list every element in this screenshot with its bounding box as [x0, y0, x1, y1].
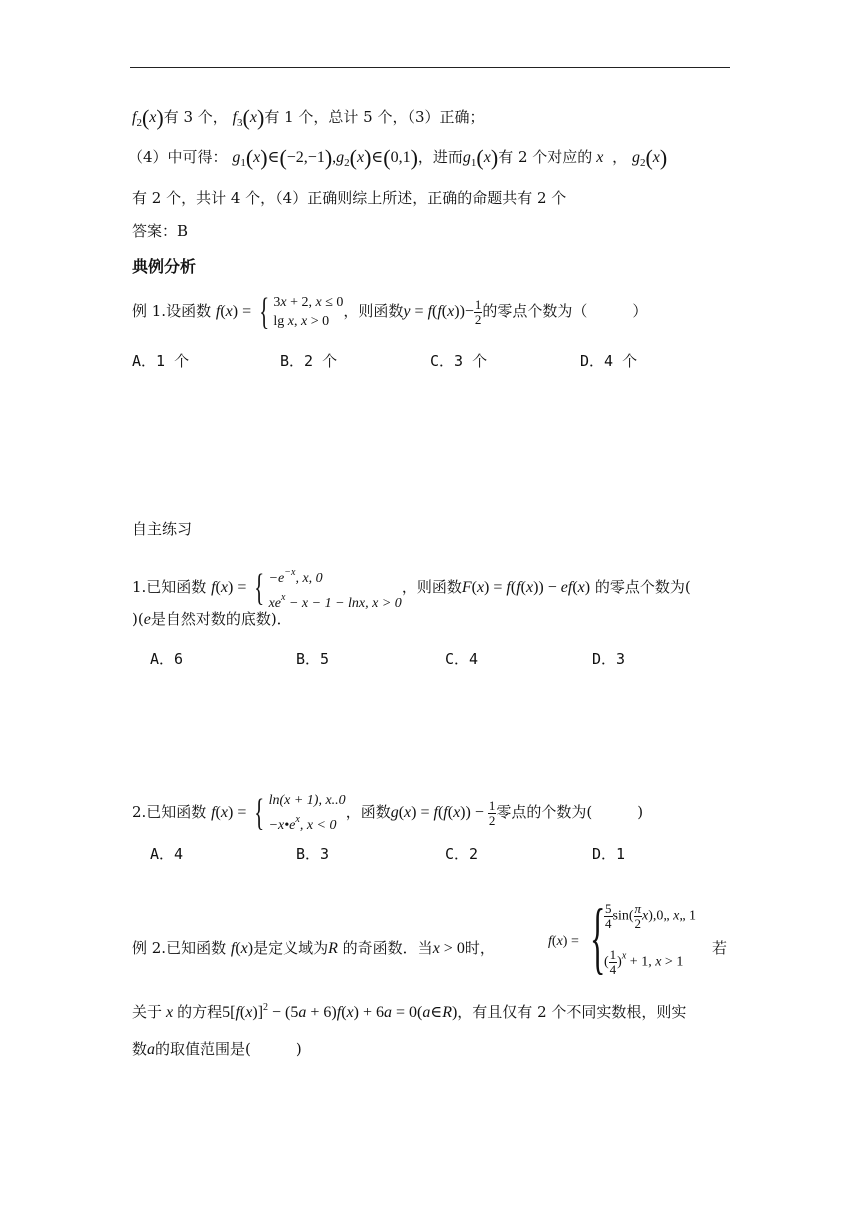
option-d: D．4 个 — [580, 352, 638, 370]
option-b: B．3 — [296, 845, 330, 863]
text-segment: )( — [132, 610, 144, 628]
question-1-cont: )(e是自然对数的底数)． — [132, 610, 292, 628]
option-b: B．5 — [296, 650, 330, 668]
example-2: 例 2.已知函数 f(x)是定义域为R 的奇函数．当x > 0时， — [132, 939, 495, 957]
option-d: D．3 — [592, 650, 626, 668]
text-segment: ，则函数 — [343, 302, 404, 320]
text-segment: （4）中可得： — [128, 148, 228, 166]
text-segment: ，函数 — [345, 803, 391, 821]
example-2-line-2: 关于 x 的方程$5[f(x)]^2 - (5a + 6)f(x) + 6a$ = 0(a∈R)，有且仅有 2 个不同实数根，则实 — [132, 1002, 687, 1021]
text-line-3: 有 2 个，共计 4 个，（4）正确则综上所述，正确的命题共有 2 个 — [132, 189, 567, 207]
answer-line: 答案：B — [132, 222, 189, 240]
text-segment: 零点的个数为( ) — [496, 803, 644, 821]
question-1: 1.已知函数 f(x) = { $-e^{-x}$, x, 0 $xe^x - x - 1 - \ln x$, x > 0 ，则函数F(x) = f(f(x)) − ef(x) 的零点个数为( — [132, 563, 691, 613]
text-segment: 时， — [464, 939, 495, 957]
option-a: A．6 — [150, 650, 184, 668]
text-segment: 是定义域为 — [253, 939, 329, 957]
text-segment: 的方程 — [177, 1003, 223, 1021]
self-practice-heading: 自主练习 — [132, 520, 193, 538]
text-segment: 关于 — [132, 1003, 163, 1021]
text-segment: 若 — [712, 939, 728, 957]
section-title: 典例分析 — [132, 257, 197, 276]
text-segment: 例 2.已知函数 — [132, 939, 227, 957]
fraction: $\frac{1}{2}$ — [474, 296, 482, 327]
text-line-2: （4）中可得： $g_1(x)\in(-2,-1),g_2(x)\in(0,1)$，进而$g_1(x)$有 2 个对应的 x ， $g_2(x)$ — [128, 145, 668, 170]
option-d: D．1 — [592, 845, 626, 863]
text-segment: 有 3 个， — [163, 108, 228, 126]
text-segment: 的取值范围是( ) — [155, 1040, 302, 1058]
text-segment: 的奇函数．当 — [342, 939, 433, 957]
text-segment: ， — [612, 148, 628, 166]
piecewise-cases: $-e^{-x}$, x, 0 $xe^x - x - 1 - \ln x$, x > 0 — [268, 567, 402, 611]
option-c: C．2 — [445, 845, 479, 863]
option-a: A．1 个 — [132, 352, 190, 370]
question-2: 2.已知函数 f(x) = { ln(x + 1), x..0 $-x•e^x$, x < 0 ，函数g(x) = f(f(x)) − $\frac{1}{2}$ 零点的个数为( ) — [132, 792, 644, 834]
text-segment: 数 — [132, 1040, 148, 1058]
text-segment: 例 1.设函数 — [132, 302, 212, 320]
text-segment: ，有且仅有 2 个不同实数根，则实 — [457, 1003, 687, 1021]
piecewise-cases: ln(x + 1), x..0 $-x•e^x$, x < 0 — [268, 793, 346, 833]
text-segment: ，则函数 — [401, 578, 462, 596]
option-c: C．3 个 — [430, 352, 488, 370]
option-a: A．4 — [150, 845, 184, 863]
option-b: B．2 个 — [280, 352, 338, 370]
text-segment: 2.已知函数 — [132, 803, 207, 821]
example-1: 例 1.设函数 f(x) = { 3x + 2, x ≤ 0 lg x, x > 0 ，则函数y = f(f(x))− $\frac{1}{2}$ 的零点个数为（ ） — [132, 291, 648, 333]
option-c: C．4 — [445, 650, 479, 668]
example-2-line-3: 数a的取值范围是( ) — [132, 1040, 302, 1058]
text-segment: 有 1 个，总计 5 个，（3）正确； — [264, 108, 485, 126]
text-segment: 的零点个数为（ ） — [482, 302, 648, 320]
header-rule — [130, 67, 730, 68]
text-segment: 的零点个数为( — [594, 578, 691, 596]
text-line-1: $f_2(x)$有 3 个， $f_3(x)$有 1 个，总计 5 个，（3）正确； — [132, 105, 485, 130]
text-segment: 有 2 个对应的 — [498, 148, 593, 166]
fraction: $\frac{1}{2}$ — [488, 797, 496, 828]
text-segment: 是自然对数的底数)． — [150, 610, 292, 628]
piecewise-cases: 3x + 2, x ≤ 0 lg x, x > 0 — [273, 295, 344, 329]
text-segment: 1.已知函数 — [132, 578, 207, 596]
text-segment: ，进而 — [417, 148, 463, 166]
